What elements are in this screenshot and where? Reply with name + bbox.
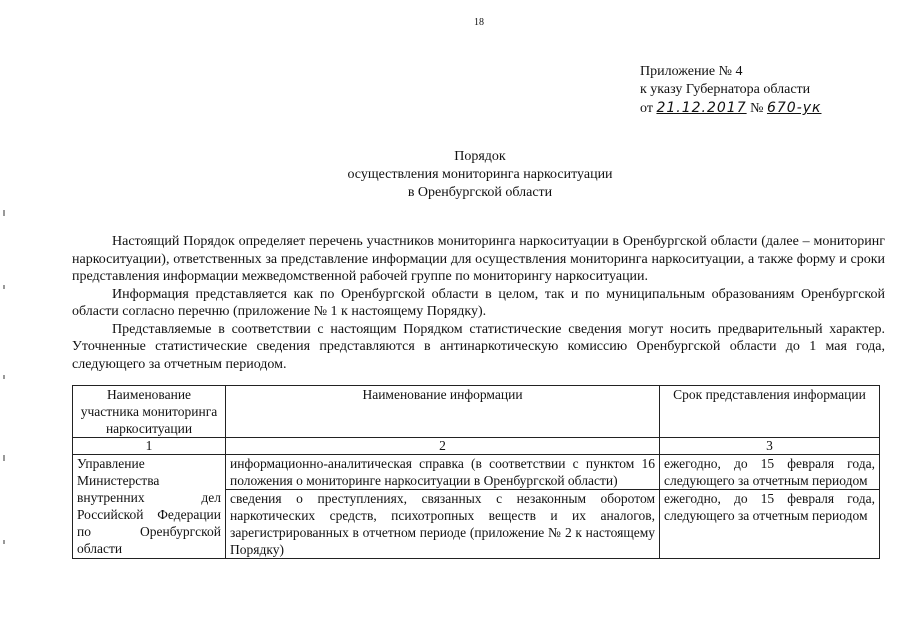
paragraph-scope: Настоящий Порядок определяет перечень участников мониторинга наркоситуации в Оренбургской области (далее – мониторинг наркоситуации), ответственных за представление информации для осуществления мониторинга наркоситуации, а также форму и сроки представления информации межведомственной рабочей группе по мониторингу наркоситуации. <box>72 234 885 284</box>
info-cell: сведения о преступлениях, связанных с незаконным оборотом наркотических средств, психотропных веществ и их аналогов, зарегистрированных в отчетном периоде (приложение № 2 к настоящему Порядку) <box>226 490 660 559</box>
header-information: Наименование информации <box>226 386 660 438</box>
scan-mark <box>3 455 5 461</box>
number-sign: № <box>750 101 764 116</box>
scan-mark <box>3 285 5 289</box>
paragraph-statistics: Представляемые в соответствии с настоящим Порядком статистические сведения могут носить предварительный характер. Уточненные статистические сведения представляются в антинаркотическую комиссию Оренбургской области до 1 мая года, следующего за отчетным периодом. <box>72 321 885 372</box>
title-line-3: в Оренбургской области <box>407 185 553 200</box>
body-text <box>72 233 885 373</box>
deadline-cell: ежегодно, до 15 февраля года, следующего за отчетным периодом <box>660 455 880 490</box>
handwritten-date: 21.12.2017 <box>656 100 747 116</box>
paragraph-territory: Информация представляется как по Оренбургской области в целом, так и по муниципальным образованиям Оренбургской области согласно перечню (приложение № 1 к настоящему Порядку). <box>72 286 885 319</box>
scan-mark <box>3 210 5 216</box>
deadline-cell: ежегодно, до 15 февраля года, следующего за отчетным периодом <box>660 490 880 559</box>
appendix-line-2: к указу Губернатора области <box>640 82 811 97</box>
participant-cell: Управление Министерства внутренних дел Российской Федерации по Оренбургской области <box>73 455 226 559</box>
scan-mark <box>3 540 5 544</box>
appendix-line-3 <box>640 99 821 118</box>
document-title <box>0 148 905 202</box>
info-cell: информационно-аналитическая справка (в соответствии с пунктом 16 положения о мониторинге наркоситуации в Оренбургской области) <box>226 455 660 490</box>
page-number: 18 <box>474 17 484 28</box>
appendix-date-prefix: от <box>640 101 653 116</box>
title-line-1: Порядок <box>454 149 506 164</box>
column-number-2: 2 <box>226 438 660 455</box>
column-number-3: 3 <box>660 438 880 455</box>
column-number-1: 1 <box>73 438 226 455</box>
table-header-row <box>73 386 880 438</box>
table-row <box>73 455 880 490</box>
header-deadline: Срок представления информации <box>660 386 880 438</box>
header-participant: Наименование участника мониторинга наркоситуации <box>73 386 226 438</box>
handwritten-number: 670-ук <box>766 100 822 116</box>
appendix-line-1: Приложение № 4 <box>640 64 743 79</box>
monitoring-table <box>72 385 880 559</box>
appendix-header <box>640 63 821 118</box>
table-number-row <box>73 438 880 455</box>
scan-mark <box>3 375 5 379</box>
title-line-2: осуществления мониторинга наркоситуации <box>347 167 613 182</box>
